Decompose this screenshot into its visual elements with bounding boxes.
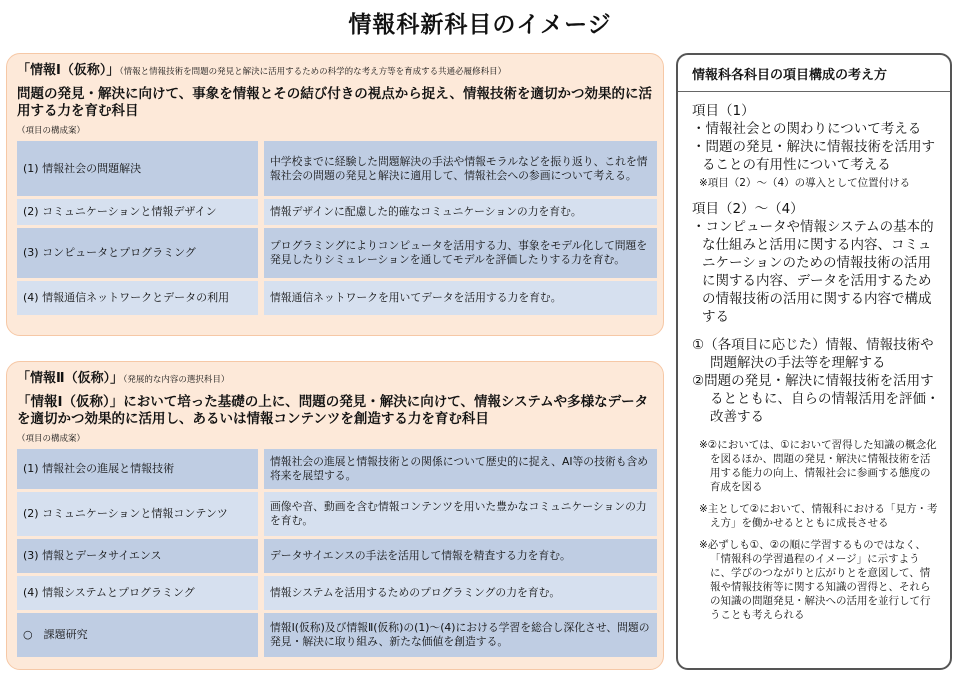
side-panel-title: 情報科各科目の項目構成の考え方 [692,68,888,83]
table-row [17,539,657,573]
item-cell: (3) 情報とデータサイエンス [17,539,264,573]
structure-concept-panel [676,53,952,670]
description-cell: データサイエンスの手法を活用して情報を精査する力を育む。 [264,539,657,573]
side-note: ※主として②において、情報科における「見方・考え方」を働かせるとともに成長させる [699,503,938,529]
side-note: ※②においては、①において習得した知識の概念化を図るほか、問題の発見・解決に情報技術を活用する能力の向上、情報社会に参画する態度の育成を図る [699,439,937,493]
table-row [17,199,657,225]
page-title: 情報科新科目のイメージ [348,12,612,38]
subject-2-note: （発展的な内容の選択科目） [123,375,230,385]
item-cell: (1) 情報社会の進展と情報技術 [17,449,264,489]
subject-1-structure-table [17,138,657,318]
numbered-point-2: ②問題の発見・解決に情報技術を活用するとともに、自らの情報活用を評価・改善する [692,373,940,425]
section-1-note: ※項目（2）～（4）の導入として位置付ける [699,177,911,189]
description-cell: 情報Ⅰ(仮称)及び情報Ⅱ(仮称)の(1)～(4)における学習を総合し深化させ、問題の発見・解決に取り組み、新たな価値を創造する。 [264,613,657,657]
numbered-point-1: ①（各項目に応じた）情報、情報技術や問題解決の手法等を理解する [692,337,934,371]
subject-1-heading [17,62,653,81]
item-cell: (3) コンピュータとプログラミング [17,228,264,278]
description-cell: 情報通信ネットワークを用いてデータを活用する力を育む。 [264,281,657,315]
item-cell: (2) コミュニケーションと情報デザイン [17,199,264,225]
subject-1-name: 「情報Ⅰ（仮称）」 [17,63,120,78]
subject-2-structure-label: （項目の構成案） [17,434,86,444]
table-row [17,281,657,315]
subject-1-panel [6,53,664,336]
description-cell: 情報社会の進展と情報技術との関係について歴史的に捉え、AI等の技術も含め将来を展望する。 [264,449,657,489]
description-cell: 情報デザインに配慮した的確なコミュニケーションの力を育む。 [264,199,657,225]
subject-2-heading [17,370,653,389]
item-cell: (2) コミュニケーションと情報コンテンツ [17,492,264,536]
section-1-heading: 項目（1） [692,103,755,119]
description-cell: 情報システムを活用するためのプログラミングの力を育む。 [264,576,657,610]
subject-2-goal: 「情報Ⅰ（仮称）」において培った基礎の上に、問題の発見・解決に向けて、情報システムや多様なデータを適切かつ効果的に活用し、あるいは情報コンテンツを創造する力を育む科目 [17,394,649,427]
subject-1-note: （情報と情報技術を問題の発見と解決に活用するための科学的な考え方等を育成する共通必履修科目） [119,67,507,77]
section-2-heading: 項目（2）～（4） [692,201,804,217]
description-cell: 中学校までに経験した問題解決の手法や情報モラルなどを振り返り、これを情報社会の問題の発見と解決に適用して、情報社会への参画について考える。 [264,141,657,196]
table-row [17,576,657,610]
item-cell: (1) 情報社会の問題解決 [17,141,264,196]
section-1-bullet: ・問題の発見・解決に情報技術を活用することの有用性について考える [692,139,935,173]
item-cell: (4) 情報システムとプログラミング [17,576,264,610]
item-cell: ○ 課題研究 [17,613,264,657]
table-row [17,492,657,536]
side-note: ※必ずしも①、②の順に学習するものではなく、「情報科の学習過程のイメージ」に示すように、学びのつながりと広がりとを意図して、情報や情報技術等に関する知識の習得と、それらの知識の問題発見・解決への活用を並行して行うことも考えられる [699,539,931,621]
section-2-bullet: ・コンピュータや情報システムの基本的な仕組みと活用に関する内容、コミュニケーションのための情報技術の活用に関する内容、データを活用するための情報技術の活用に関する内容で構成する [692,219,934,325]
section-1-bullet: ・情報社会との関わりについて考える [692,121,922,137]
description-cell: 画像や音、動画を含む情報コンテンツを用いた豊かなコミュニケーションの力を育む。 [264,492,657,536]
table-row [17,449,657,489]
table-row [17,613,657,657]
subject-2-structure-table [17,446,657,660]
description-cell: プログラミングによりコンピュータを活用する力、事象をモデル化して問題を発見したりシミュレーションを通してモデルを評価したりする力を育む。 [264,228,657,278]
subject-2-panel [6,361,664,670]
table-row [17,141,657,196]
table-row [17,228,657,278]
subject-2-name: 「情報Ⅱ（仮称）」 [17,371,124,386]
subject-1-goal: 問題の発見・解決に向けて、事象を情報とその結び付きの視点から捉え、情報技術を適切かつ効果的に活用する力を育む科目 [17,86,653,119]
item-cell: (4) 情報通信ネットワークとデータの利用 [17,281,264,315]
side-divider [678,91,950,92]
subject-1-structure-label: （項目の構成案） [17,126,86,136]
